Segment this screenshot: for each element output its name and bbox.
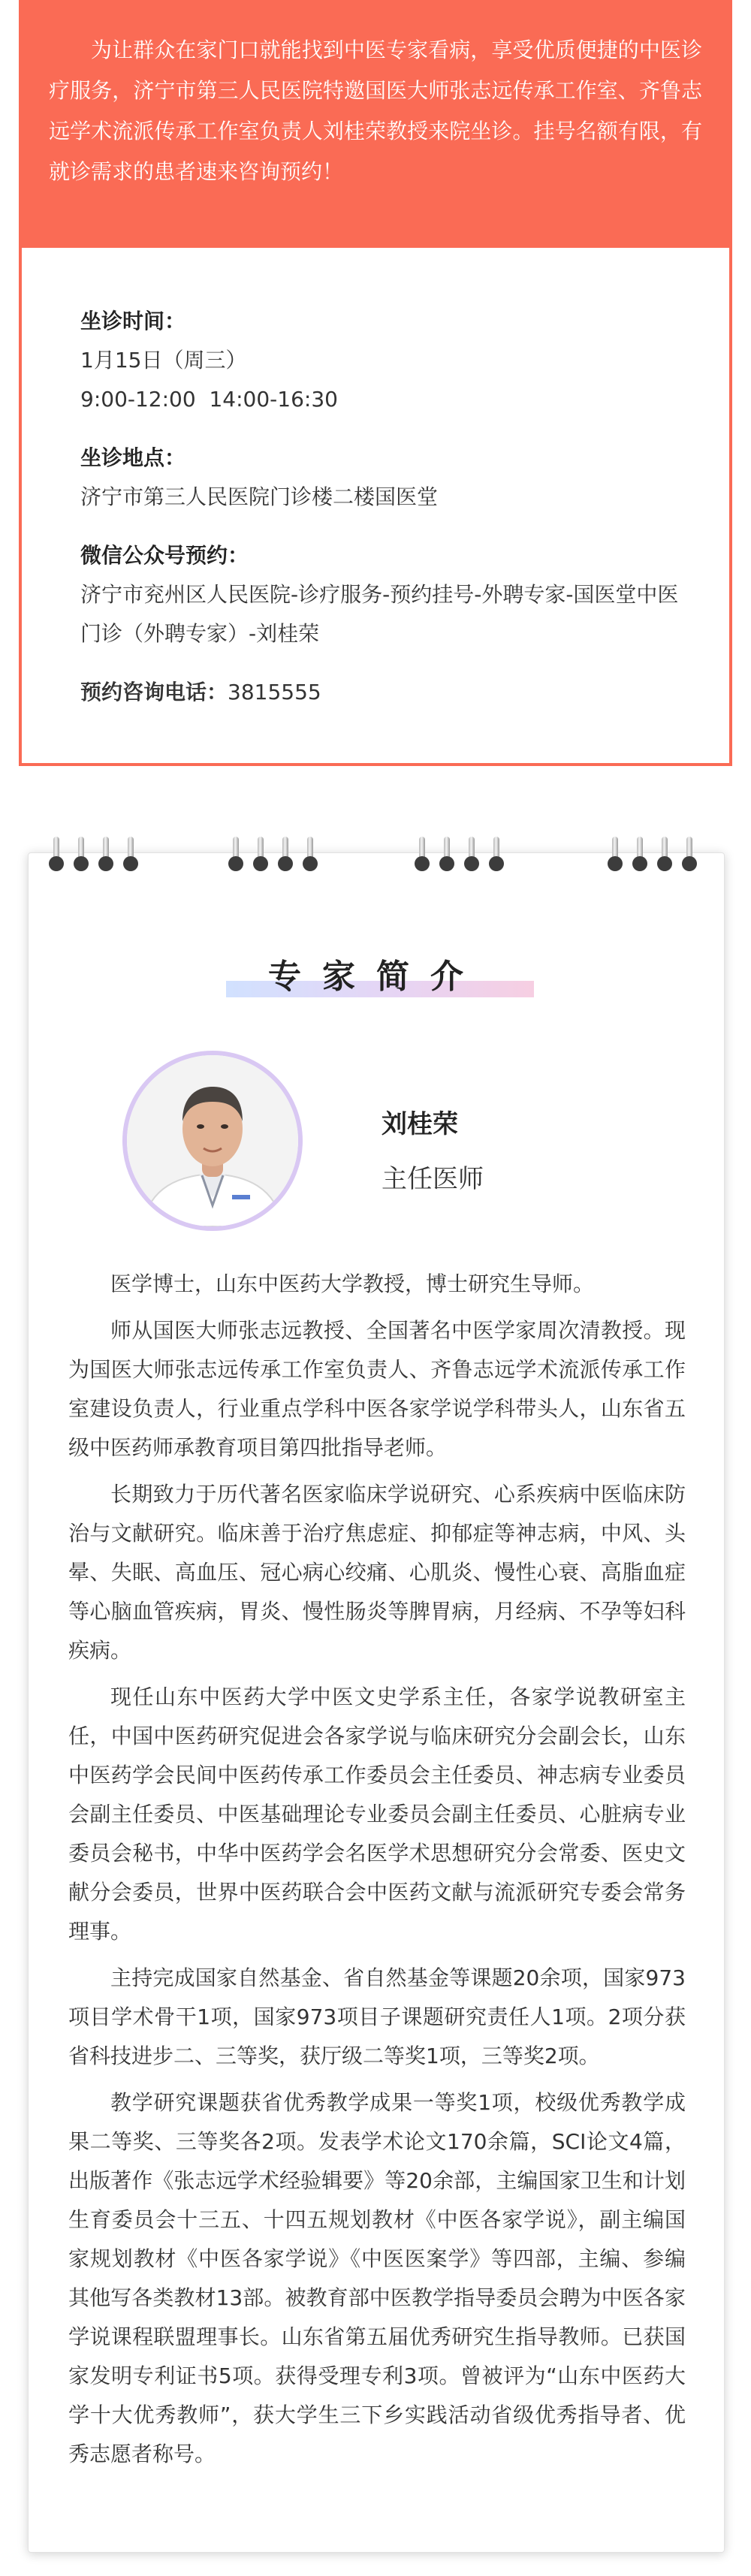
binder-ring-icon	[414, 837, 430, 873]
binder-ring-icon	[277, 837, 294, 873]
binder-ring-icon	[681, 837, 698, 873]
binder-ring-icon	[488, 837, 505, 873]
intro-banner	[19, 0, 732, 248]
doctor-name: 刘桂荣	[382, 1109, 458, 1139]
binder-ring-icon	[632, 837, 648, 873]
binder-ring-icon	[607, 837, 623, 873]
bio-paragraph: 长期致力于历代著名医家临床学说研究、心系疾病中医临床防治与文献研究。临床善于治疗焦虑症、抑郁症等神志病，中风、头晕、失眠、高血压、冠心病心绞痛、心肌炎、慢性心衰、高脂血症等心脑血管疾病，胃炎、慢性肠炎等脾胃病，月经病、不孕等妇科疾病。	[68, 1482, 686, 1663]
clinic-date: 1月15日（周三）	[80, 348, 247, 373]
bio-paragraph: 师从国医大师张志远教授、全国著名中医学家周次清教授。现为国医大师张志远传承工作室负责人、齐鲁志远学术流派传承工作室建设负责人，行业重点学科中医各家学说学科带头人，山东省五级中医药师承教育项目第四批指导老师。	[68, 1318, 686, 1460]
clinic-time-group	[80, 302, 729, 419]
bio-paragraph: 现任山东中医药大学中医文史学系主任，各家学说教研室主任，中国中医药研究促进会各家学说与临床研究分会副会长，山东中医药学会民间中医药传承工作委员会主任委员、神志病专业委员会副主任委员、中医基础理论专业委员会副主任委员、心脏病专业委员会秘书，中华中医药学会名医学术思想研究分会常委、医史文献分会委员，世界中医药联合会中医药文献与流派研究专委会常务理事。	[68, 1685, 686, 1944]
section-title: 专家简介	[268, 958, 484, 996]
bio-paragraph: 主持完成国家自然基金、省自然基金等课题20余项，国家973项目学术骨干1项，国家973项目子课题研究责任人1项。2项分获省科技进步二、三等奖，获厅级二等奖1项，三等奖2项。	[68, 1965, 686, 2068]
doctor-portrait-icon	[127, 1055, 298, 1226]
phone-label: 预约咨询电话：	[80, 680, 228, 704]
notebook-binding-rings	[29, 837, 724, 882]
binder-ring-icon	[439, 837, 455, 873]
clinic-info-card	[19, 248, 732, 766]
wechat-booking-path: 济宁市兖州区人民医院-诊疗服务-预约挂号-外聘专家-国医堂中医门诊（外聘专家）-刘桂荣	[80, 582, 679, 646]
binder-ring-icon	[73, 837, 89, 873]
binder-ring-icon	[463, 837, 480, 873]
intro-text: 为让群众在家门口就能找到中医专家看病，享受优质便捷的中医诊疗服务，济宁市第三人民医院特邀国医大师张志远传承工作室、齐鲁志远学术流派传承工作室负责人刘桂荣教授来院坐诊。挂号名额有限，有就诊需求的患者速来咨询预约！	[49, 38, 702, 184]
clinic-location: 济宁市第三人民医院门诊楼二楼国医堂	[80, 484, 439, 509]
phone-number[interactable]: 3815555	[228, 680, 321, 704]
clinic-location-group	[80, 439, 729, 517]
binder-ring-icon	[656, 837, 673, 873]
doctor-avatar	[122, 1051, 303, 1231]
binder-ring-icon	[302, 837, 318, 873]
binder-ring-icon	[122, 837, 139, 873]
wechat-booking-group	[80, 536, 681, 653]
phone-group	[80, 673, 729, 712]
doctor-biography	[68, 1265, 686, 2481]
binder-ring-icon	[228, 837, 244, 873]
binder-ring-icon	[48, 837, 65, 873]
binder-ring-icon	[98, 837, 114, 873]
doctor-title: 主任医师	[382, 1164, 484, 1194]
expert-profile-notebook	[28, 852, 725, 2553]
bio-paragraph: 医学博士，山东中医药大学教授，博士研究生导师。	[110, 1271, 595, 1296]
clinic-time-label: 坐诊时间：	[80, 309, 186, 333]
clinic-hours: 9:00-12:00 14:00-16:30	[80, 387, 338, 412]
clinic-location-label: 坐诊地点：	[80, 445, 186, 470]
wechat-booking-label: 微信公众号预约：	[80, 543, 249, 568]
binder-ring-icon	[252, 837, 269, 873]
bio-paragraph: 教学研究课题获省优秀教学成果一等奖1项，校级优秀教学成果二等奖、三等奖各2项。发表学术论文170余篇，SCI论文4篇，出版著作《张志远学术经验辑要》等20余部，主编国家卫生和计划生育委员会十三五、十四五规划教材《中医各家学说》，副主编国家规划教材《中医各家学说》《中医医案学》等四部，主编、参编其他写各类教材13部。被教育部中医教学指导委员会聘为中医各家学说课程联盟理事长。山东省第五届优秀研究生指导教师。已获国家发明专利证书5项。获得受理专利3项。曾被评为“山东中医药大学十大优秀教师”，获大学生三下乡实践活动省级优秀指导者、优秀志愿者称号。	[68, 2090, 686, 2466]
